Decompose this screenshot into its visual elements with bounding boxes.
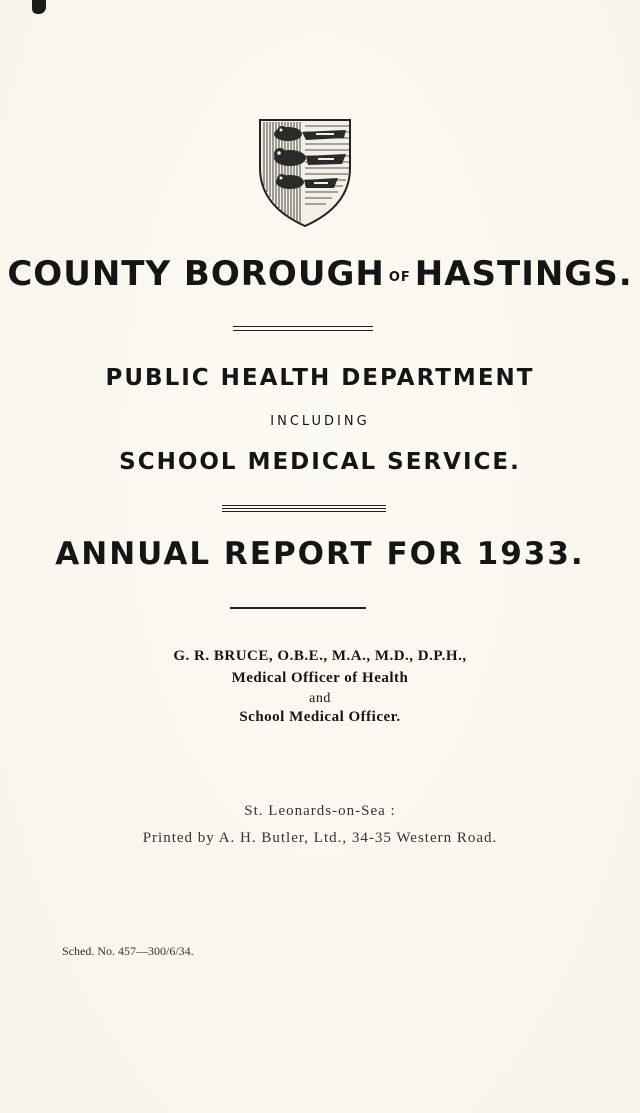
ink-speck xyxy=(32,0,46,14)
borough-title xyxy=(0,254,640,294)
department-name: PUBLIC HEALTH DEPARTMENT xyxy=(105,365,535,391)
divider-rule xyxy=(233,326,373,327)
author-title: School Medical Officer. xyxy=(239,709,401,725)
including-label: INCLUDING xyxy=(270,414,370,429)
divider-rule xyxy=(222,511,386,512)
borough-title-of: OF xyxy=(388,270,411,285)
service-name: SCHOOL MEDICAL SERVICE. xyxy=(119,449,521,475)
report-title: ANNUAL REPORT FOR 1933. xyxy=(55,536,585,572)
divider-rule xyxy=(230,607,366,609)
divider-rule xyxy=(233,330,373,331)
divider-rule xyxy=(222,505,386,506)
author-name: G. R. BRUCE, O.B.E., M.A., M.D., D.P.H., xyxy=(173,648,467,664)
hastings-arms-shield-icon xyxy=(258,118,352,228)
divider-rule xyxy=(222,508,386,509)
printer-place: St. Leonards-on-Sea : xyxy=(244,803,396,819)
schedule-number: Sched. No. 457—300/6/34. xyxy=(62,944,194,958)
printer-line: Printed by A. H. Butler, Ltd., 34-35 Western Road. xyxy=(142,830,498,846)
author-conjunction: and xyxy=(309,691,331,706)
author-title: Medical Officer of Health xyxy=(231,670,409,686)
borough-title-part1: COUNTY BOROUGH xyxy=(7,254,385,294)
borough-title-part2: HASTINGS. xyxy=(414,254,633,294)
